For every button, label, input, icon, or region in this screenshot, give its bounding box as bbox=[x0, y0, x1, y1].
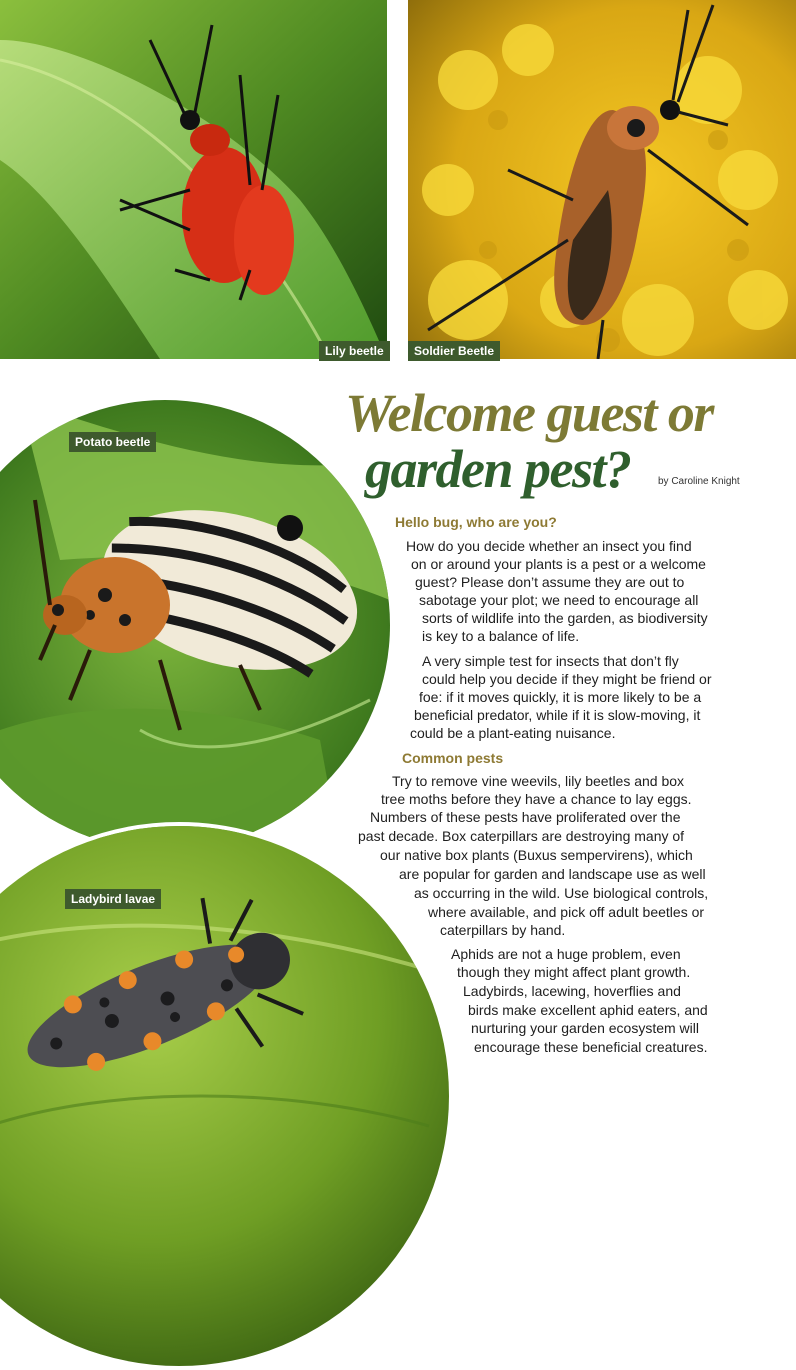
section1-p2-line: beneficial predator, while if it is slow-moving, it bbox=[414, 707, 701, 723]
section2-p1-line: Try to remove vine weevils, lily beetles and box bbox=[392, 773, 685, 789]
potato-beetle-photo bbox=[0, 400, 390, 850]
section2-p2-line: Ladybirds, lacewing, hoverflies and bbox=[463, 983, 681, 999]
section2-p1-line: as occurring in the wild. Use biological controls, bbox=[414, 885, 709, 901]
section1-p1-line: How do you decide whether an insect you find bbox=[406, 538, 692, 554]
section1-p2-line: foe: if it moves quickly, it is more likely to be a bbox=[419, 689, 702, 705]
lily-beetle-photo bbox=[0, 0, 387, 359]
soldier-beetle-photo bbox=[408, 0, 796, 359]
section2-p1-line: caterpillars by hand. bbox=[440, 922, 566, 938]
section-heading-common-pests: Common pests bbox=[402, 750, 504, 766]
section2-p1-line: are popular for garden and landscape use as well bbox=[399, 866, 706, 882]
section2-p2-line: nurturing your garden ecosystem will bbox=[471, 1020, 699, 1036]
section2-p1-line: past decade. Box caterpillars are destroying many of bbox=[358, 828, 685, 844]
section2-p1-line: our native box plants (Buxus sempervirens), which bbox=[380, 847, 693, 863]
section1-p1-line: on or around your plants is a pest or a welcome bbox=[411, 556, 706, 572]
section2-p1-line: where available, and pick off adult beetles or bbox=[428, 904, 705, 920]
ladybird-larvae-caption: Ladybird lavae bbox=[65, 889, 161, 909]
section2-p2-line: encourage these beneficial creatures. bbox=[474, 1039, 708, 1055]
section1-p2-line: could be a plant-eating nuisance. bbox=[410, 725, 616, 741]
section1-p1-line: sabotage your plot; we need to encourage all bbox=[419, 592, 699, 608]
title-line-2: garden pest? bbox=[365, 439, 631, 499]
section1-p1-line: guest? Please don’t assume they are out to bbox=[415, 574, 685, 590]
section2-p1-line: Numbers of these pests have proliferated over the bbox=[370, 809, 681, 825]
title-line-1: Welcome guest or bbox=[345, 383, 713, 443]
lily-beetle-caption: Lily beetle bbox=[319, 341, 390, 361]
soldier-beetle-caption: Soldier Beetle bbox=[408, 341, 500, 361]
section2-p2-line: though they might affect plant growth. bbox=[457, 964, 691, 980]
section1-p2-line: could help you decide if they might be friend or bbox=[422, 671, 712, 687]
section2-p2-line: birds make excellent aphid eaters, and bbox=[468, 1002, 708, 1018]
potato-beetle-caption: Potato beetle bbox=[69, 432, 156, 452]
section1-p1-line: sorts of wildlife into the garden, as biodiversity bbox=[422, 610, 708, 626]
section1-p1-line: is key to a balance of life. bbox=[422, 628, 580, 644]
section-heading-hello-bug: Hello bug, who are you? bbox=[395, 514, 557, 530]
section1-p2-line: A very simple test for insects that don’t fly bbox=[422, 653, 679, 669]
section2-p1-line: tree moths before they have a chance to lay eggs. bbox=[381, 791, 692, 807]
byline: by Caroline Knight bbox=[658, 476, 740, 487]
section2-p2-line: Aphids are not a huge problem, even bbox=[451, 946, 681, 962]
